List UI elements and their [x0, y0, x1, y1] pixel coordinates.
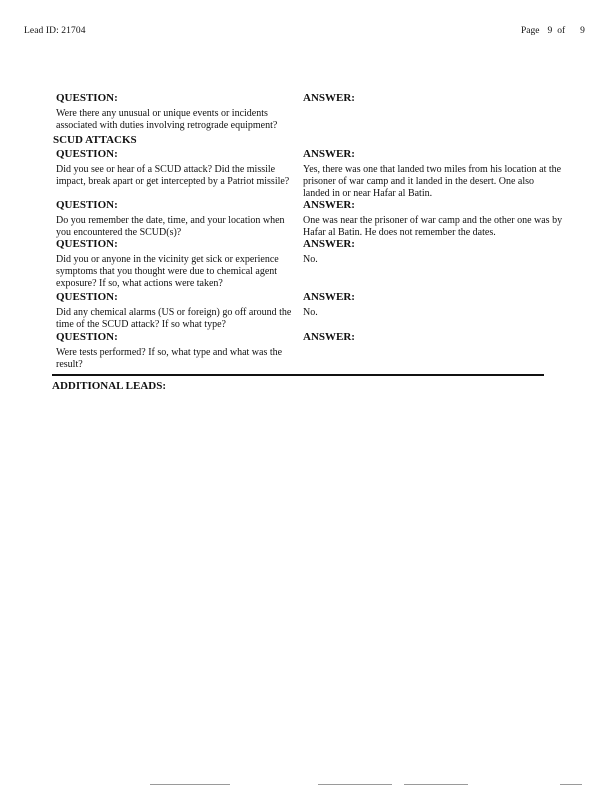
section-divider — [52, 374, 544, 376]
page-label: Page — [521, 26, 540, 36]
question-text: Were tests performed? If so, what type and what was the result? — [56, 347, 283, 370]
page-indicator — [521, 26, 585, 36]
lead-id: Lead ID: 21704 — [24, 26, 86, 36]
section-title: SCUD ATTACKS — [53, 134, 137, 146]
answer-block — [303, 199, 563, 239]
answer-label: ANSWER: — [303, 199, 355, 211]
answer-block — [303, 92, 563, 108]
answer-text: Yes, there was one that landed two miles from his location at the prisoner of war camp and it landed in the desert. One also landed in or near Hafar al Batin. — [303, 164, 562, 199]
answer-label: ANSWER: — [303, 92, 355, 104]
scan-artifact-line — [318, 784, 392, 785]
question-text: Did you or anyone in the vicinity get sick or experience symptoms that you thought were due to chemical agent exposure? If so, what actions were taken? — [56, 254, 279, 289]
page-number: 9 — [547, 26, 553, 36]
question-block — [56, 148, 292, 188]
answer-block — [303, 238, 563, 266]
question-label: QUESTION: — [56, 291, 118, 303]
question-block — [56, 291, 292, 331]
question-text: Did any chemical alarms (US or foreign) go off around the time of the SCUD attack? If so what type? — [56, 307, 292, 330]
of-label: of — [557, 26, 566, 36]
question-text: Did you see or hear of a SCUD attack? Did the missile impact, break apart or get intercepted by a Patriot missile? — [56, 164, 290, 187]
question-label: QUESTION: — [56, 148, 118, 160]
scan-artifact-line — [560, 784, 582, 785]
question-label: QUESTION: — [56, 331, 118, 343]
answer-label: ANSWER: — [303, 291, 355, 303]
question-label: QUESTION: — [56, 199, 118, 211]
scan-artifact-line — [404, 784, 468, 785]
question-block — [56, 238, 292, 290]
answer-text: No. — [303, 254, 318, 265]
question-text: Do you remember the date, time, and your location when you encountered the SCUD(s)? — [56, 215, 285, 238]
answer-block — [303, 291, 563, 319]
answer-block — [303, 331, 563, 347]
answer-label: ANSWER: — [303, 148, 355, 160]
answer-block — [303, 148, 563, 200]
additional-leads-heading: ADDITIONAL LEADS: — [52, 380, 166, 392]
total-pages: 9 — [580, 26, 585, 36]
question-label: QUESTION: — [56, 238, 118, 250]
scan-artifact-line — [150, 784, 230, 785]
question-label: QUESTION: — [56, 92, 118, 104]
answer-label: ANSWER: — [303, 238, 355, 250]
question-text: Were there any unusual or unique events or incidents associated with duties involving retrograde equipment? — [56, 108, 278, 131]
question-block — [56, 199, 292, 239]
answer-text: No. — [303, 307, 318, 318]
answer-label: ANSWER: — [303, 331, 355, 343]
answer-text: One was near the prisoner of war camp and the other one was by Hafar al Batin. He does not remember the dates. — [303, 215, 563, 238]
question-block — [56, 92, 292, 132]
question-block — [56, 331, 292, 371]
